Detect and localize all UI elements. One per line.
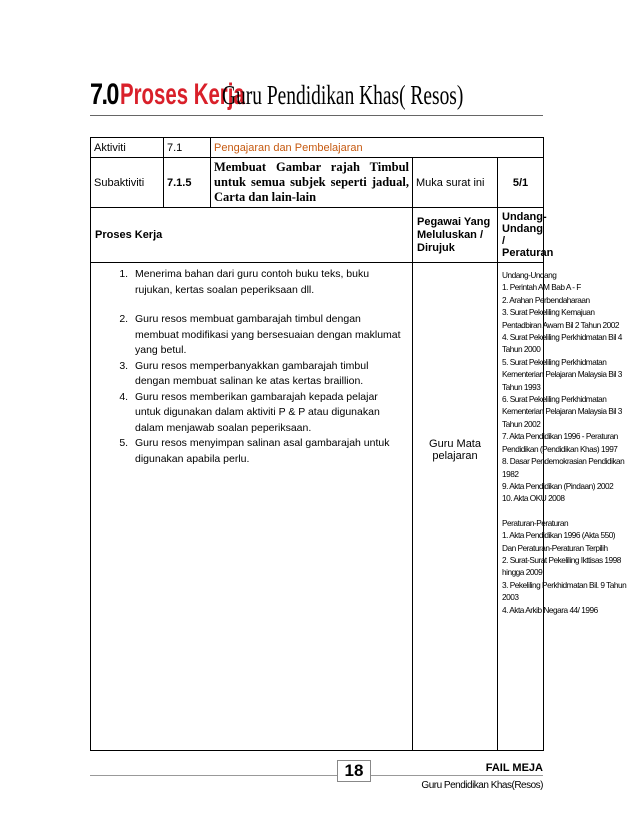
subaktiviti-text: Membuat Gambar rajah Timbul untuk semua subjek seperti jadual, Carta dan lain-lain	[211, 158, 413, 208]
law-line: 7. Akta Pendidikan 1996 - Peraturan	[502, 431, 618, 442]
aktiviti-label: Aktiviti	[91, 138, 164, 158]
law-line: 10. Akta OKU 2008	[502, 493, 565, 504]
law-line: Tahun 1993	[502, 381, 541, 392]
pegawai-cell	[413, 263, 498, 751]
law-line: Kementerian Pelajaran Malaysia Bil 3	[502, 369, 622, 380]
law-line: 5. Surat Pekeliling Perkhidmatan	[502, 356, 607, 367]
step-item: 2. Guru resos membuat gambarajah timbul dengan membuat modifikasi yang bersesuaian dengan maklumat yang betul.	[131, 312, 406, 359]
title-underline	[90, 115, 543, 116]
page-title	[90, 78, 557, 112]
section-number: 7.0	[90, 78, 118, 111]
law-line: Pendidikan (Pendidikan Khas) 1997	[502, 443, 618, 454]
step-item: 1. Menerima bahan dari guru contoh buku teks, buku rujukan, kertas soalan peperiksaan dll.	[131, 267, 406, 298]
col-pegawai: Pegawai Yang Meluluskan / Dirujuk	[413, 208, 498, 263]
law-line: 9. Akta Pendidikan (Pindaan) 2002	[502, 480, 614, 491]
step-item: 3. Guru resos memperbanyakkan gambarajah timbul dengan membuat salinan ke atas kertas braillion.	[131, 359, 406, 390]
law-line: hingga 2009	[502, 567, 543, 578]
step-item: 5. Guru resos menyimpan salinan asal gambarajah untuk digunakan apabila perlu.	[131, 436, 406, 467]
process-table	[90, 137, 627, 751]
aktiviti-number: 7.1	[164, 138, 211, 158]
law-line: 8. Dasar Pendemokrasian Pendidikan	[502, 456, 625, 467]
footer-file-label: FAIL MEJA	[485, 762, 543, 774]
subaktiviti-label: Subaktiviti	[91, 158, 164, 208]
law-line: Tahun 2002	[502, 418, 541, 429]
column-header-row	[91, 208, 544, 263]
footer-subtitle: Guru Pendidikan Khas(Resos)	[421, 780, 543, 791]
laws-list-a	[502, 269, 625, 505]
page-number: 18	[337, 760, 371, 782]
law-line: 3. Surat Pekeliling Kemajuan	[502, 307, 595, 318]
law-line: Undang-Undang	[502, 270, 557, 280]
laws-list-b	[502, 517, 627, 616]
law-line: 1. Perintah AM Bab A - F	[502, 282, 581, 293]
proses-steps-list	[91, 263, 412, 467]
pegawai-value: Guru Mata pelajaran	[429, 438, 481, 462]
law-line: Tahun 2000	[502, 344, 541, 355]
law-line: 4. Akta Arkib Negara 44/ 1996	[502, 604, 598, 615]
footer-rule	[90, 775, 543, 776]
law-line: Pentadbiran Awam Bil 2 Tahun 2002	[502, 319, 619, 330]
col-proses-kerja: Proses Kerja	[91, 208, 413, 263]
law-line: Kementerian Pelajaran Malaysia Bil 3	[502, 406, 622, 417]
law-line: 2. Arahan Perbendaharaan	[502, 294, 590, 305]
aktiviti-row	[91, 138, 544, 158]
laws-cell	[498, 263, 627, 751]
law-line: 1982	[502, 468, 519, 479]
law-line: 6. Surat Pekeliling Perkhidmatan	[502, 394, 607, 405]
law-line: 2. Surat-Surat Pekeliling Ikttisas 1998	[502, 554, 621, 565]
content-row	[91, 263, 544, 751]
law-line: 2003	[502, 592, 519, 603]
proses-steps-cell	[91, 263, 413, 751]
aktiviti-text: Pengajaran dan Pembelajaran	[211, 138, 544, 158]
col-undang: Undang-Undang / Peraturan	[498, 208, 544, 263]
step-item: 4. Guru resos memberikan gambarajah kepada pelajar untuk digunakan dalam aktiviti P & P atau digunakan dalam menjawab soalan peperiksaan.	[131, 390, 406, 437]
muka-surat-label: Muka surat ini	[413, 158, 498, 208]
law-line: 4. Surat Pekeliling Perkhidmatan Bil 4	[502, 332, 622, 343]
subaktiviti-row	[91, 158, 544, 208]
muka-surat-value: 5/1	[498, 158, 544, 208]
law-line: 1. Akta Pendidikan 1996 (Akta 550)	[502, 530, 616, 541]
subaktiviti-number: 7.1.5	[164, 158, 211, 208]
law-line: 3. Pekeliling Perkhidmatan Bil. 9 Tahun	[502, 579, 627, 590]
section-title-red: Proses Kerja	[120, 78, 245, 111]
section-title-rest: Guru Pendidikan Khas( Resos)	[222, 80, 464, 110]
law-line: Peraturan-Peraturan	[502, 517, 569, 528]
law-line: Dan Peraturan-Peraturan Terpilih	[502, 542, 608, 553]
